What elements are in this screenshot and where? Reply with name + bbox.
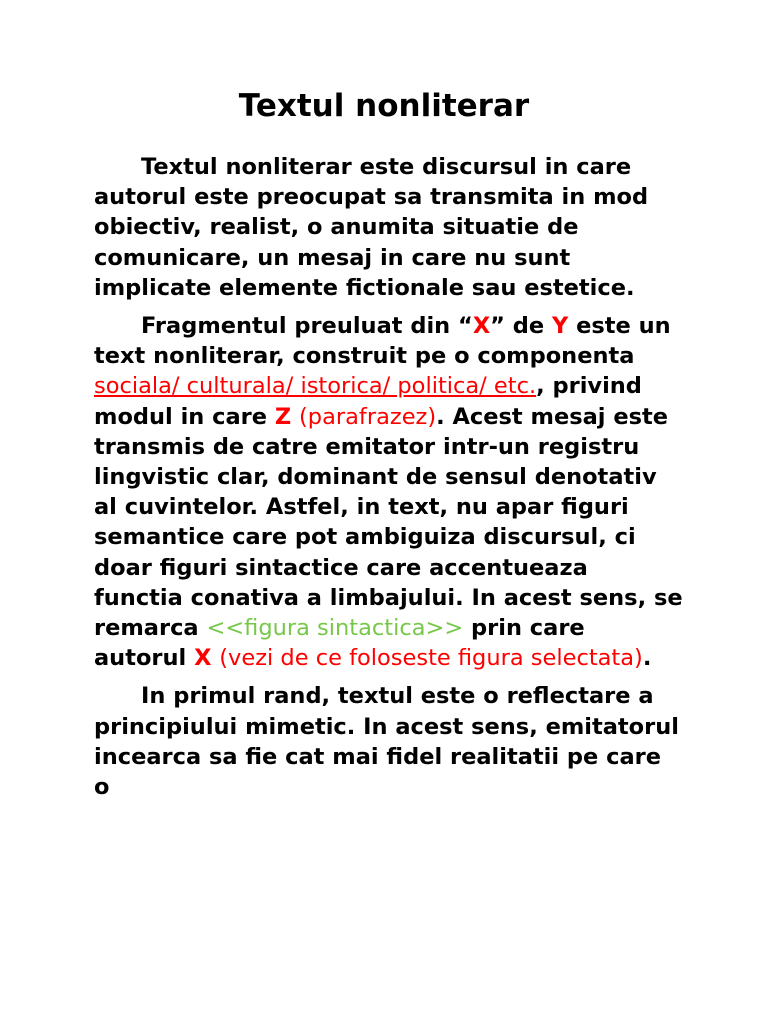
paragraph-mimetic: In primul rand, textul este o reflectare a principiului mimetic. In acest sens, emitatorul incearca sa fie cat mai fidel realitatii pe care o bbox=[94, 683, 679, 801]
figure-placeholder: <<figura sintactica>> bbox=[206, 615, 464, 642]
paragraph-definition: Textul nonliterar este discursul in care autorul este preocupat sa transmita in mod obiectiv, realist, o anumita situatie de comunicare, un mesaj in care nu sunt implicate elemente fictionale sau estetice. bbox=[94, 154, 649, 301]
paraphrase-note: (parafrazez) bbox=[299, 403, 437, 430]
paragraph-text bbox=[291, 404, 299, 430]
figure-note: (vezi de ce foloseste figura selectata) bbox=[219, 645, 643, 672]
paragraph-text: Fragmentul preuluat din “ bbox=[141, 313, 473, 340]
component-options-link[interactable]: sociala/ culturala/ istorica/ politica/ etc. bbox=[94, 373, 537, 400]
paragraph-fragment bbox=[94, 311, 684, 673]
document-body bbox=[94, 152, 684, 810]
placeholder-x-author: X bbox=[194, 645, 212, 672]
paragraph-text: , privind modul in care bbox=[94, 373, 642, 430]
placeholder-x: X bbox=[472, 313, 491, 340]
paragraph-text: este un text nonliterar, construit pe o componenta bbox=[94, 313, 671, 370]
document-title: Textul nonliterar bbox=[238, 88, 530, 124]
paragraph-text: . bbox=[642, 645, 652, 672]
paragraph-text: prin care autorul bbox=[94, 615, 585, 672]
placeholder-z: Z bbox=[274, 403, 292, 430]
paragraph-text: . Acest mesaj este transmis de catre emitator intr-un registru lingvistic clar, dominant de sensul denotativ al cuvintelor. Astfel, in text, nu apar figuri semantice care pot ambiguiza discursul, ci doar figuri sintactice care accentueaza functia conativa a limbajului. In acest sens, se remarca bbox=[94, 403, 683, 642]
placeholder-y: Y bbox=[552, 313, 569, 340]
paragraph-text: ” de bbox=[490, 313, 552, 340]
